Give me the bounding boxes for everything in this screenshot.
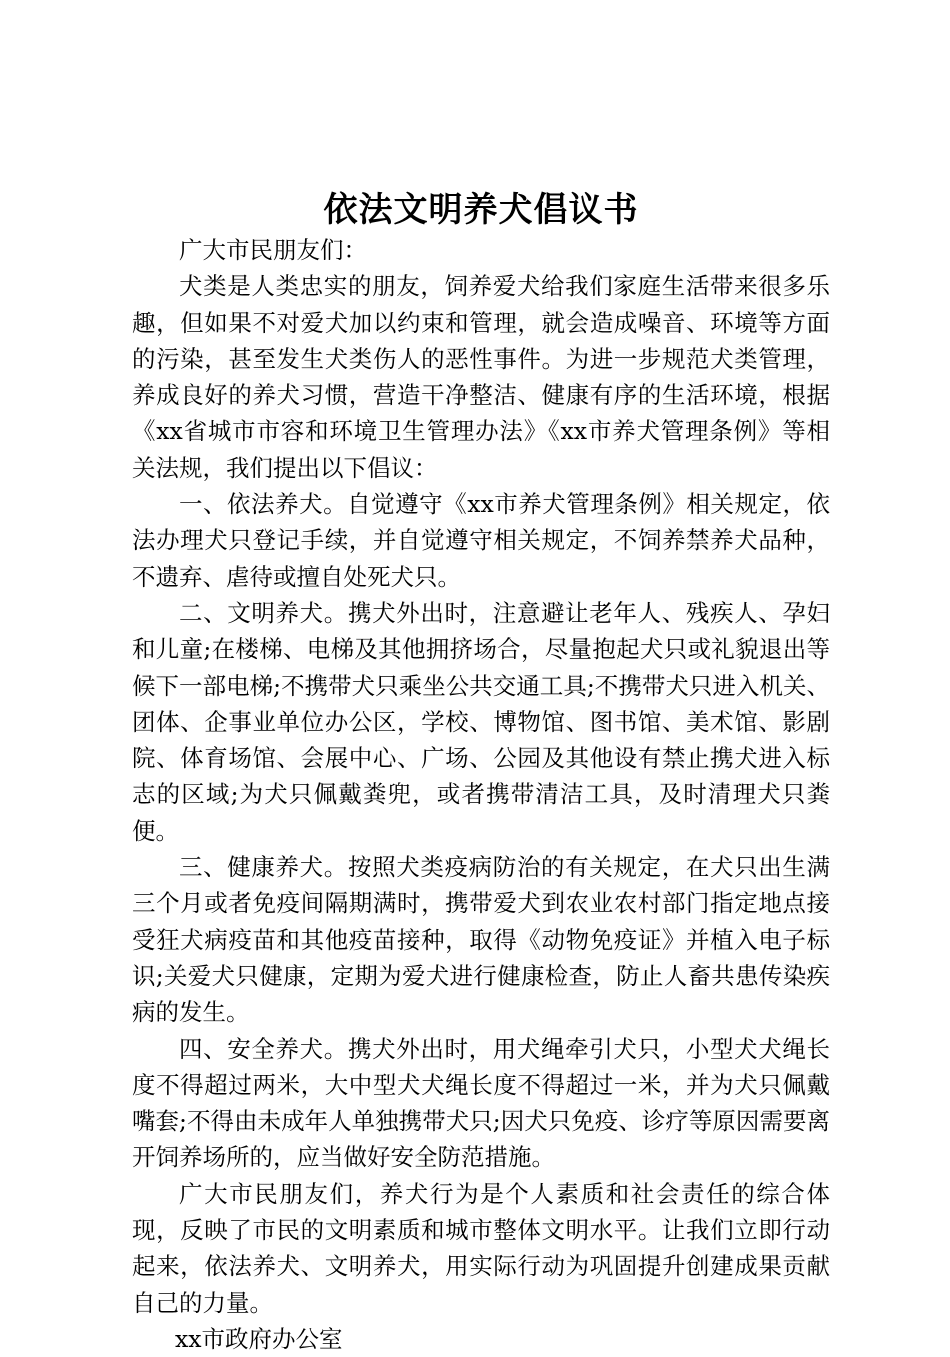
- paragraph-civilized-dog-keeping: 二、文明养犬。携犬外出时，注意避让老年人、残疾人、孕妇和儿童;在楼梯、电梯及其他拥挤场合，尽量抱起犬只或礼貌退出等候下一部电梯;不携带犬只乘坐公共交通工具;不携带犬只进入机关、团体、企事业单位办公区，学校、博物馆、图书馆、美术馆、影剧院、体育场馆、会展中心、广场、公园及其他设有禁止携犬进入标志的区域;为犬只佩戴粪兜，或者携带清洁工具，及时清理犬只粪便。: [132, 598, 830, 845]
- signature: xx市政府办公室: [175, 1324, 343, 1353]
- salutation: 广大市民朋友们：: [179, 236, 367, 264]
- document-title: 依法文明养犬倡议书: [323, 190, 639, 230]
- document-body: [132, 232, 830, 1357]
- paragraph-closing: 广大市民朋友们，养犬行为是个人素质和社会责任的综合体现，反映了市民的文明素质和城市整体文明水平。让我们立即行动起来，依法养犬、文明养犬，用实际行动为巩固提升创建成果贡献自己的力量。: [132, 1179, 830, 1317]
- paragraph-healthy-dog-keeping: 三、健康养犬。按照犬类疫病防治的有关规定，在犬只出生满三个月或者免疫间隔期满时，携带爱犬到农业农村部门指定地点接受狂犬病疫苗和其他疫苗接种，取得《动物免疫证》并植入电子标识;关爱犬只健康，定期为爱犬进行健康检查，防止人畜共患传染疾病的发生。: [132, 853, 830, 1027]
- paragraph-legal-dog-keeping: 一、依法养犬。自觉遵守《xx市养犬管理条例》相关规定，依法办理犬只登记手续，并自觉遵守相关规定，不饲养禁养犬品种，不遗弃、虐待或擅自处死犬只。: [132, 490, 830, 591]
- paragraph-intro: 犬类是人类忠实的朋友，饲养爱犬给我们家庭生活带来很多乐趣，但如果不对爱犬加以约束和管理，就会造成噪音、环境等方面的污染，甚至发生犬类伤人的恶性事件。为进一步规范犬类管理，养成良好的养犬习惯，营造干净整洁、健康有序的生活环境，根据《xx省城市市容和环境卫生管理办法》《xx市养犬管理条例》等相关法规，我们提出以下倡议：: [132, 272, 830, 482]
- paragraph-safe-dog-keeping: 四、安全养犬。携犬外出时，用犬绳牵引犬只，小型犬犬绳长度不得超过两米，大中型犬犬绳长度不得超过一米，并为犬只佩戴嘴套;不得由未成年人单独携带犬只;因犬只免疫、诊疗等原因需要离开饲养场所的，应当做好安全防范措施。: [132, 1034, 830, 1172]
